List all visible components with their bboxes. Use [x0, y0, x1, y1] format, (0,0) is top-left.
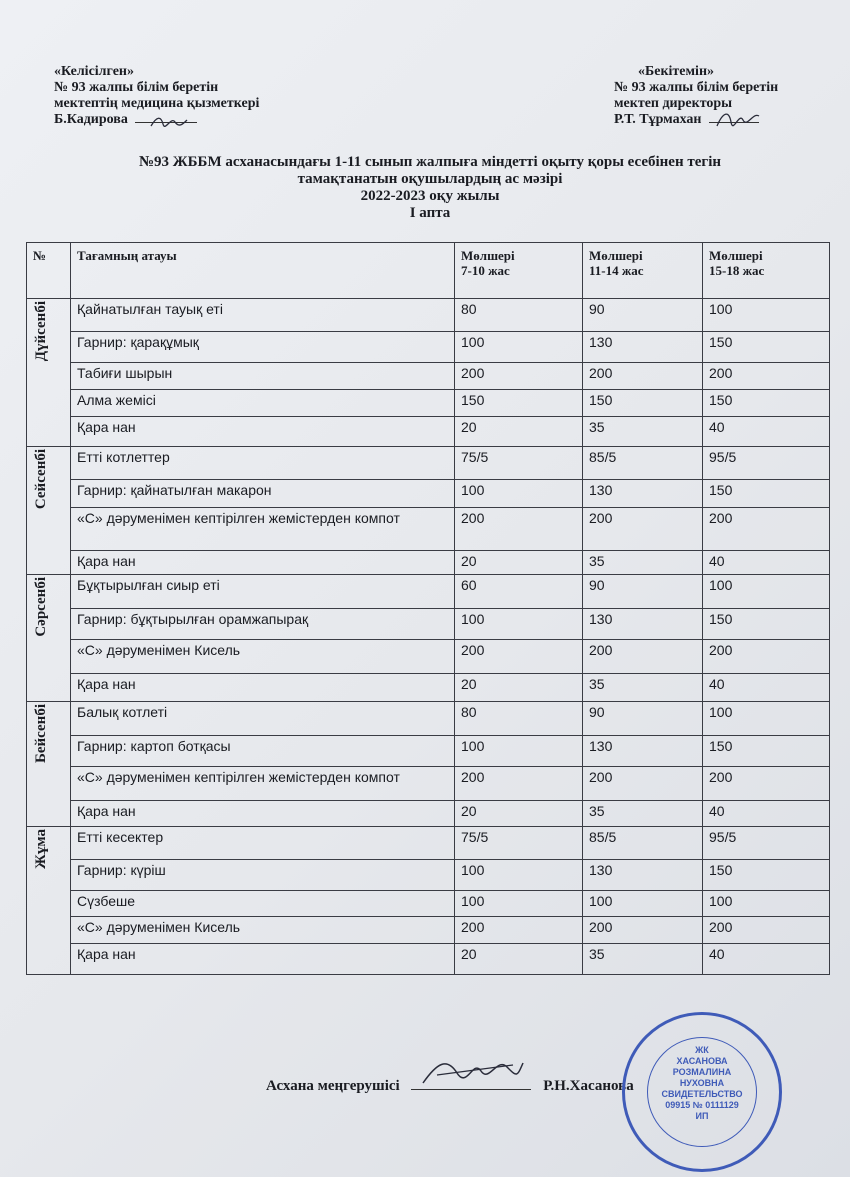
portion-b: 200: [583, 640, 703, 674]
footer-label: Асхана меңгерушісі: [266, 1078, 400, 1094]
portion-b: 130: [583, 736, 703, 767]
title-line4: І апта: [409, 205, 451, 221]
day-cell: [27, 447, 71, 575]
portion-a: 80: [455, 702, 583, 736]
table-row: [27, 917, 830, 944]
portion-a: 100: [455, 609, 583, 640]
day-label: Жұма: [33, 829, 49, 869]
dish-name: Балық котлеті: [71, 702, 455, 736]
portion-a: 100: [455, 736, 583, 767]
approval-line2-left: мектептің медицина қызметкері: [54, 96, 260, 111]
portion-b: 90: [583, 702, 703, 736]
portion-c: 100: [703, 702, 830, 736]
portion-c: 40: [703, 801, 830, 827]
portion-c: 95/5: [703, 827, 830, 860]
portion-b: 85/5: [583, 447, 703, 480]
approval-block-right: [614, 64, 778, 128]
portion-b: 35: [583, 801, 703, 827]
title-line2: тамақтанатын оқушылардың ас мәзірі: [297, 171, 563, 187]
portion-c: 150: [703, 480, 830, 508]
table-row: [27, 390, 830, 417]
dish-name: Қара нан: [71, 674, 455, 702]
portion-b: 130: [583, 480, 703, 508]
title-line1: №93 ЖББМ асханасындағы 1-11 сынып жалпыға міндетті оқыту қоры есебінен тегін: [138, 154, 722, 170]
table-row: [27, 609, 830, 640]
dish-name: Табиғи шырын: [71, 363, 455, 390]
portion-a: 75/5: [455, 447, 583, 480]
table-row: [27, 551, 830, 575]
portion-c: 200: [703, 917, 830, 944]
dish-name: Гарнир: картоп ботқасы: [71, 736, 455, 767]
portion-a: 80: [455, 299, 583, 332]
portion-b: 35: [583, 674, 703, 702]
portion-a: 20: [455, 417, 583, 447]
portion-b: 100: [583, 891, 703, 917]
dish-name: Алма жемісі: [71, 390, 455, 417]
header-num: №: [27, 243, 71, 299]
portion-b: 200: [583, 917, 703, 944]
approval-name-right: Р.Т. Тұрмахан: [614, 112, 702, 127]
table-row: [27, 480, 830, 508]
dish-name: Қара нан: [71, 417, 455, 447]
dish-name: Гарнир: қайнатылған макарон: [71, 480, 455, 508]
title-line3: 2022-2023 оқу жылы: [360, 188, 500, 204]
footer-signature: [266, 1075, 634, 1095]
portion-a: 20: [455, 674, 583, 702]
signature-scribble-left-icon: [149, 114, 189, 130]
portion-b: 35: [583, 944, 703, 975]
table-row: [27, 363, 830, 390]
portion-b: 150: [583, 390, 703, 417]
dish-name: Етті кесектер: [71, 827, 455, 860]
portion-c: 100: [703, 575, 830, 609]
dish-name: Гарнир: күріш: [71, 860, 455, 891]
portion-c: 40: [703, 674, 830, 702]
header-age-7-10: Мөлшері 7-10 жас: [455, 243, 583, 299]
approval-line1-left: № 93 жалпы білім беретін: [54, 80, 219, 95]
header-name: Тағамның атауы: [71, 243, 455, 299]
portion-b: 90: [583, 575, 703, 609]
day-cell: [27, 299, 71, 447]
portion-b: 35: [583, 551, 703, 575]
table-row: [27, 702, 830, 736]
portion-a: 100: [455, 860, 583, 891]
day-label: Дүйсенбі: [33, 301, 49, 362]
portion-c: 200: [703, 363, 830, 390]
portion-a: 75/5: [455, 827, 583, 860]
approval-title-right: «Бекітемін»: [638, 64, 715, 79]
portion-a: 100: [455, 480, 583, 508]
day-cell: [27, 702, 71, 827]
document-title: [60, 154, 800, 222]
portion-c: 150: [703, 736, 830, 767]
table-row: [27, 767, 830, 801]
portion-a: 200: [455, 640, 583, 674]
portion-c: 95/5: [703, 447, 830, 480]
portion-c: 100: [703, 299, 830, 332]
dish-name: Бұқтырылған сиыр еті: [71, 575, 455, 609]
day-label: Сейсенбі: [33, 449, 49, 510]
portion-c: 150: [703, 332, 830, 363]
portion-b: 130: [583, 332, 703, 363]
portion-a: 100: [455, 891, 583, 917]
table-row: [27, 299, 830, 332]
portion-c: 200: [703, 640, 830, 674]
dish-name: «С» дәруменімен Кисель: [71, 640, 455, 674]
portion-c: 150: [703, 390, 830, 417]
table-row: [27, 944, 830, 975]
portion-c: 150: [703, 860, 830, 891]
signature-left: [135, 122, 197, 123]
portion-a: 200: [455, 917, 583, 944]
header-age-15-18: Мөлшері 15-18 жас: [703, 243, 830, 299]
approval-line2-right: мектеп директоры: [614, 96, 733, 111]
day-cell: [27, 575, 71, 702]
header-age-11-14: Мөлшері 11-14 жас: [583, 243, 703, 299]
dish-name: Етті котлеттер: [71, 447, 455, 480]
signature-right: [709, 122, 759, 123]
portion-a: 200: [455, 767, 583, 801]
portion-a: 200: [455, 363, 583, 390]
dish-name: «С» дәруменімен кептірілген жемістерден компот: [71, 767, 455, 801]
portion-c: 40: [703, 417, 830, 447]
portion-c: 200: [703, 767, 830, 801]
footer-signature-line: [411, 1075, 531, 1090]
portion-c: 150: [703, 609, 830, 640]
footer-signature-scribble-icon: [417, 1053, 527, 1093]
table-body: [27, 299, 830, 975]
table-row: [27, 827, 830, 860]
table-header-row: [27, 243, 830, 299]
dish-name: Сүзбеше: [71, 891, 455, 917]
approval-name-left: Б.Кадирова: [54, 112, 128, 127]
approval-line1-right: № 93 жалпы білім беретін: [614, 80, 779, 95]
table-row: [27, 508, 830, 551]
table-row: [27, 447, 830, 480]
dish-name: Қайнатылған тауық еті: [71, 299, 455, 332]
dish-name: Гарнир: қарақұмық: [71, 332, 455, 363]
portion-c: 40: [703, 551, 830, 575]
day-label: Бейсенбі: [33, 704, 49, 764]
dish-name: Гарнир: бұқтырылған орамжапырақ: [71, 609, 455, 640]
table-row: [27, 332, 830, 363]
portion-b: 200: [583, 363, 703, 390]
portion-a: 150: [455, 390, 583, 417]
menu-table: [26, 242, 830, 975]
table-row: [27, 674, 830, 702]
dish-name: Қара нан: [71, 551, 455, 575]
portion-a: 60: [455, 575, 583, 609]
portion-b: 85/5: [583, 827, 703, 860]
table-row: [27, 860, 830, 891]
table-row: [27, 801, 830, 827]
approval-title-left: «Келісілген»: [54, 64, 134, 79]
portion-b: 200: [583, 767, 703, 801]
portion-c: 200: [703, 508, 830, 551]
dish-name: Қара нан: [71, 944, 455, 975]
portion-b: 130: [583, 860, 703, 891]
portion-a: 20: [455, 944, 583, 975]
signature-scribble-right-icon: [713, 108, 761, 130]
dish-name: «С» дәруменімен кептірілген жемістерден компот: [71, 508, 455, 551]
portion-b: 35: [583, 417, 703, 447]
table-row: [27, 891, 830, 917]
table-row: [27, 736, 830, 767]
day-label: Сәрсенбі: [33, 577, 49, 637]
portion-a: 20: [455, 551, 583, 575]
table-row: [27, 417, 830, 447]
portion-a: 20: [455, 801, 583, 827]
stamp-text: ЖК ХАСАНОВА РОЗМАЛИНА НУХОВНА СВИДЕТЕЛЬСТВО 09915 № 0111129 ИП: [661, 1045, 743, 1121]
footer-name: Р.Н.Хасанова: [543, 1078, 634, 1094]
approval-block-left: [54, 64, 259, 128]
portion-b: 90: [583, 299, 703, 332]
portion-c: 40: [703, 944, 830, 975]
portion-b: 130: [583, 609, 703, 640]
portion-a: 200: [455, 508, 583, 551]
portion-a: 100: [455, 332, 583, 363]
dish-name: Қара нан: [71, 801, 455, 827]
table-row: [27, 575, 830, 609]
table-row: [27, 640, 830, 674]
official-stamp: [622, 1012, 782, 1172]
dish-name: «С» дәруменімен Кисель: [71, 917, 455, 944]
portion-c: 100: [703, 891, 830, 917]
day-cell: [27, 827, 71, 975]
portion-b: 200: [583, 508, 703, 551]
